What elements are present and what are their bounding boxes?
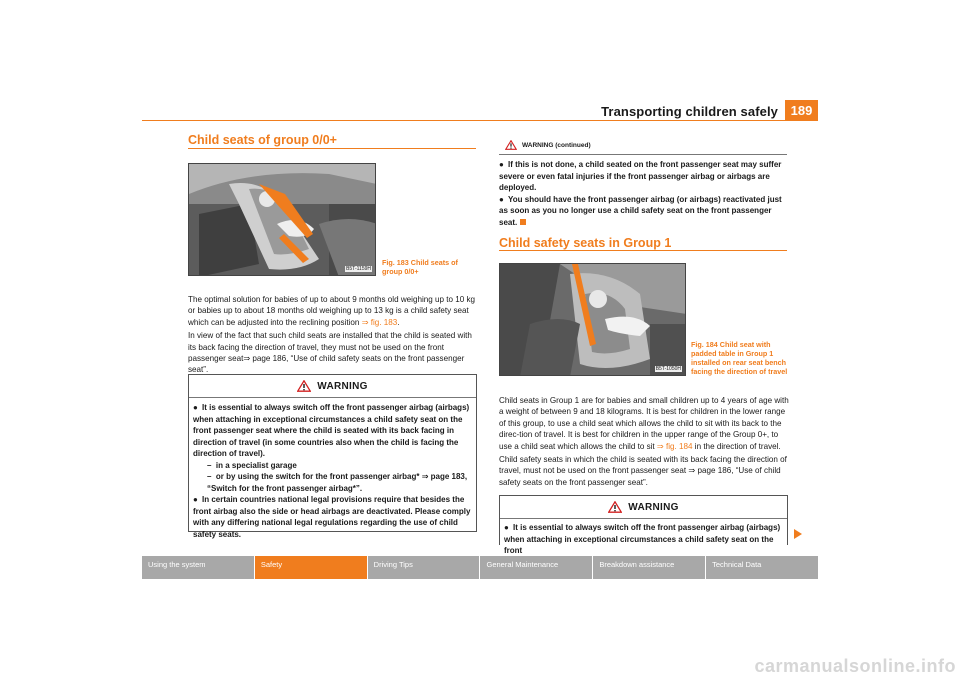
figure-code: B5T-1050H [655, 366, 681, 372]
chapter-nav-bar [142, 556, 818, 579]
warning-label: WARNING [317, 380, 368, 392]
warning-continued-body [499, 159, 789, 228]
warning-item: ● You should have the front passenger airbag (or airbags) reactivated just as soon as you no longer use a child safety seat on the front passenger seat. [499, 194, 782, 227]
watermark: carmanualsonline.info [754, 656, 956, 676]
bullet-icon: ● [193, 403, 198, 412]
header-rule [142, 120, 818, 121]
paragraph-back-facing-group-1: Child safety seats in which the child is seated with its back facing the direction of travel, must not be used on the front passenger seat ⇒ page 186, “Use of child safety seats on the front passenger seat”. [499, 455, 787, 487]
warning-triangle-icon [297, 380, 311, 392]
nav-tab-general-maintenance[interactable]: General Maintenance [480, 556, 593, 579]
warning-continued-label: WARNING (continued) [522, 141, 591, 149]
fig-184-link[interactable]: ⇒ fig. 184 [656, 441, 693, 451]
bullet-icon: ● [499, 194, 504, 204]
warning-continued-rule [499, 154, 787, 155]
warning-body-left [193, 402, 475, 540]
fig-183-link[interactable]: ⇒ fig. 183 [361, 317, 398, 327]
section-end-marker [520, 219, 526, 225]
running-header-title: Transporting children safely [601, 104, 778, 119]
nav-tab-safety[interactable]: Safety [255, 556, 368, 579]
figure-code: B5T-1159H [346, 266, 371, 272]
warning-triangle-icon [608, 501, 622, 513]
nav-tab-driving-tips[interactable]: Driving Tips [368, 556, 481, 579]
figure-183-image [188, 163, 376, 276]
nav-tab-breakdown-assistance[interactable]: Breakdown assistance [593, 556, 706, 579]
rear-seat-illustration [500, 264, 686, 376]
nav-tab-technical-data[interactable]: Technical Data [706, 556, 818, 579]
warning-header [500, 496, 787, 519]
warning-item: ● It is essential to always switch off the front passenger airbag (airbags) when attaching in exceptional circumstances a child safety seat on the front [504, 523, 781, 555]
warning-label: WARNING [628, 501, 679, 513]
car-seat-illustration [189, 164, 376, 276]
warning-box-left [188, 374, 477, 539]
paragraph-back-facing: In view of the fact that such child seats are installed that the child is seated with its back facing the direction of travel, they must not be used on the front passenger seat⇒ page 186, “Use of child safety seats on the front passenger seat”. [188, 331, 472, 375]
section-rule [188, 148, 476, 149]
warning-box-right [499, 495, 788, 555]
warning-body-right [504, 522, 786, 557]
section-title-group-0: Child seats of group 0/0+ [188, 133, 337, 147]
left-body-text [188, 294, 478, 378]
figure-184-caption: Fig. 184 Child seat with padded table in Group 1 installed on rear seat bench facing the direction of travel [691, 340, 788, 376]
page-number: 189 [785, 100, 818, 120]
warning-dash-item: – in a specialist garage [207, 460, 297, 470]
warning-dash-item: – or by using the switch for the front passenger airbag* ⇒ page 183, “Switch for the front passenger airbag*”. [207, 472, 468, 493]
warning-header [189, 375, 476, 398]
bullet-icon: ● [499, 160, 504, 169]
right-body-text [499, 395, 789, 490]
figure-183-caption: Fig. 183 Child seats of group 0/0+ [382, 258, 458, 276]
warning-item: ● It is essential to always switch off the front passenger airbag (airbags) when attaching in exceptional circumstances a child safety seat on the front passenger seat where the child is seated with its back facing in direction of travel (in some countries also when the child is facing the direction of travel). [193, 403, 470, 458]
warning-triangle-icon [505, 140, 517, 150]
paragraph-optimal-solution: The optimal solution for babies of up to about 9 months old weighing up to 10 kg or babies up to about 18 months old weighing up to 13 kg is a child safety seat which can be adjusted into the reclining position ⇒ fig. 183. [188, 295, 476, 327]
bullet-icon: ● [193, 495, 198, 504]
nav-tab-using-the-system[interactable]: Using the system [142, 556, 255, 579]
warning-item: ● In certain countries national legal provisions require that besides the front airbag also the side or head airbags are deactivated. Please comply with any differing national legal regulations regarding the use of child safety seats. [193, 495, 471, 539]
paragraph-group-1: Child seats in Group 1 are for babies and small children up to 4 years of age with a weight of between 9 and 18 kilograms. It is best for children in the lower range of this group, to use a child seat which allows the child to sit with its back to the direc-tion of travel. It is best for children in the upper range of the Group 0+, to use a child seat which allows the child to sit ⇒ fig. 184 in the direction of travel. [499, 396, 789, 451]
figure-184-image [499, 263, 686, 376]
section-rule [499, 250, 787, 251]
warning-item: ● If this is not done, a child seated on the front passenger seat may suffer severe or even fatal injuries if the front passenger airbag or airbags are deployed. [499, 160, 782, 192]
bullet-icon: ● [504, 523, 509, 532]
warning-continued-header [505, 140, 591, 150]
continue-arrow-icon[interactable] [794, 529, 802, 539]
section-title-group-1: Child safety seats in Group 1 [499, 236, 672, 250]
